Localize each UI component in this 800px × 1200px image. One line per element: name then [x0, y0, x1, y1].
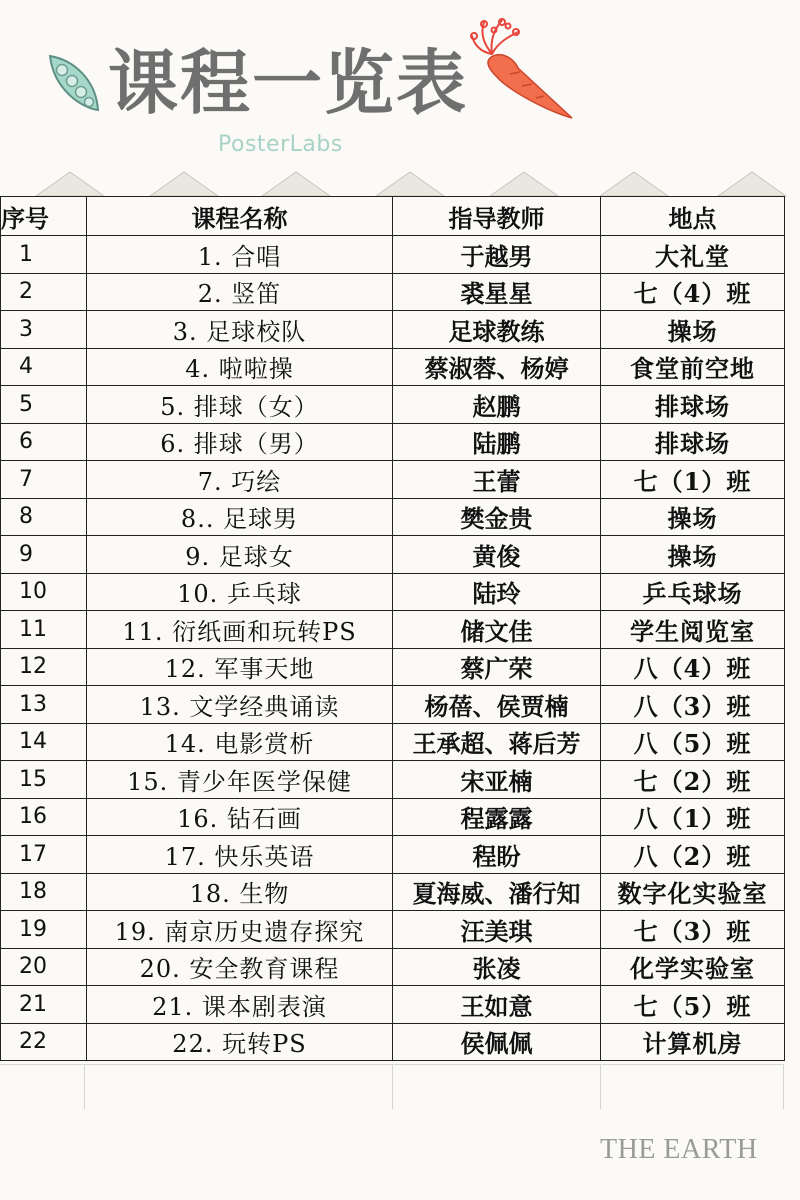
table-row [1, 236, 785, 274]
course-name: 9. 足球女 [87, 536, 393, 574]
teacher-name: 夏海威、潘行知 [393, 873, 601, 911]
course-name: 12. 军事天地 [87, 648, 393, 686]
row-index: 21 [1, 986, 87, 1024]
row-index: 2 [1, 273, 87, 311]
row-index: 11 [1, 611, 87, 649]
course-name: 11. 衍纸画和玩转PS [87, 611, 393, 649]
table-row [1, 986, 785, 1024]
table-row [1, 423, 785, 461]
column-header-teacher: 指导教师 [393, 197, 601, 236]
location: 七（3）班 [601, 911, 785, 949]
location: 七（1）班 [601, 461, 785, 499]
row-index: 12 [1, 648, 87, 686]
row-index: 1 [1, 236, 87, 274]
location: 排球场 [601, 386, 785, 424]
table-row [1, 536, 785, 574]
table-row [1, 686, 785, 724]
teacher-name: 足球教练 [393, 311, 601, 349]
teacher-name: 蔡淑蓉、杨婷 [393, 348, 601, 386]
row-index: 7 [1, 461, 87, 499]
location: 乒乓球场 [601, 573, 785, 611]
table-row [1, 873, 785, 911]
course-name: 13. 文学经典诵读 [87, 686, 393, 724]
table-row [1, 836, 785, 874]
course-name: 16. 钻石画 [87, 798, 393, 836]
brand-footer: THE EARTH [600, 1134, 758, 1165]
table-row [1, 311, 785, 349]
course-name: 7. 巧绘 [87, 461, 393, 499]
location: 八（1）班 [601, 798, 785, 836]
course-name: 6. 排球（男） [87, 423, 393, 461]
table-row [1, 948, 785, 986]
row-index: 3 [1, 311, 87, 349]
row-index: 13 [1, 686, 87, 724]
course-name: 4. 啦啦操 [87, 348, 393, 386]
table-row [1, 761, 785, 799]
teacher-name: 侯佩佩 [393, 1023, 601, 1061]
row-index: 14 [1, 723, 87, 761]
teacher-name: 王如意 [393, 986, 601, 1024]
teacher-name: 储文佳 [393, 611, 601, 649]
course-name: 19. 南京历史遗存探究 [87, 911, 393, 949]
teacher-name: 程盼 [393, 836, 601, 874]
row-index: 5 [1, 386, 87, 424]
location: 操场 [601, 498, 785, 536]
teacher-name: 杨蓓、侯贾楠 [393, 686, 601, 724]
location: 七（2）班 [601, 761, 785, 799]
table-row [1, 273, 785, 311]
course-name: 20. 安全教育课程 [87, 948, 393, 986]
course-name: 17. 快乐英语 [87, 836, 393, 874]
location: 学生阅览室 [601, 611, 785, 649]
teacher-name: 陆玲 [393, 573, 601, 611]
location: 操场 [601, 536, 785, 574]
teacher-name: 汪美琪 [393, 911, 601, 949]
teacher-name: 程露露 [393, 798, 601, 836]
row-index: 6 [1, 423, 87, 461]
location: 八（4）班 [601, 648, 785, 686]
sawtooth-edge [0, 168, 800, 198]
table-row [1, 573, 785, 611]
table-row [1, 386, 785, 424]
course-name: 3. 足球校队 [87, 311, 393, 349]
row-index: 10 [1, 573, 87, 611]
poster-header [0, 0, 800, 200]
row-index: 9 [1, 536, 87, 574]
location: 八（2）班 [601, 836, 785, 874]
table-row [1, 648, 785, 686]
course-name: 18. 生物 [87, 873, 393, 911]
row-index: 18 [1, 873, 87, 911]
row-index: 15 [1, 761, 87, 799]
course-name: 8.. 足球男 [87, 498, 393, 536]
location: 化学实验室 [601, 948, 785, 986]
column-header-index: 序号 [1, 197, 87, 236]
course-name: 14. 电影赏析 [87, 723, 393, 761]
location: 七（5）班 [601, 986, 785, 1024]
column-header-course: 课程名称 [87, 197, 393, 236]
row-index: 20 [1, 948, 87, 986]
teacher-name: 于越男 [393, 236, 601, 274]
location: 七（4）班 [601, 273, 785, 311]
teacher-name: 樊金贵 [393, 498, 601, 536]
table-row [1, 798, 785, 836]
teacher-name: 陆鹏 [393, 423, 601, 461]
teacher-name: 王蕾 [393, 461, 601, 499]
grid-line [392, 1065, 393, 1109]
carrot-icon [470, 14, 580, 124]
table-row [1, 498, 785, 536]
page-title: 课程一览表 [108, 42, 468, 124]
column-header-location: 地点 [601, 197, 785, 236]
teacher-name: 宋亚楠 [393, 761, 601, 799]
table-row [1, 1023, 785, 1061]
row-index: 8 [1, 498, 87, 536]
row-index: 17 [1, 836, 87, 874]
teacher-name: 王承超、蒋后芳 [393, 723, 601, 761]
course-name: 2. 竖笛 [87, 273, 393, 311]
location: 食堂前空地 [601, 348, 785, 386]
course-name: 15. 青少年医学保健 [87, 761, 393, 799]
page-subtitle: PosterLabs [218, 132, 343, 157]
location: 大礼堂 [601, 236, 785, 274]
location: 计算机房 [601, 1023, 785, 1061]
course-name: 10. 乒乓球 [87, 573, 393, 611]
row-index: 16 [1, 798, 87, 836]
course-name: 22. 玩转PS [87, 1023, 393, 1061]
course-name: 5. 排球（女） [87, 386, 393, 424]
location: 八（5）班 [601, 723, 785, 761]
location: 数字化实验室 [601, 873, 785, 911]
table-row [1, 911, 785, 949]
row-index: 4 [1, 348, 87, 386]
course-table-wrapper [0, 196, 800, 1061]
grid-line [783, 1065, 784, 1109]
teacher-name: 张凌 [393, 948, 601, 986]
table-row [1, 348, 785, 386]
teacher-name: 裘星星 [393, 273, 601, 311]
course-table [0, 196, 785, 1061]
teacher-name: 赵鹏 [393, 386, 601, 424]
course-name: 21. 课本剧表演 [87, 986, 393, 1024]
table-row [1, 723, 785, 761]
table-row [1, 461, 785, 499]
location: 八（3）班 [601, 686, 785, 724]
table-row [1, 611, 785, 649]
teacher-name: 黄俊 [393, 536, 601, 574]
location: 排球场 [601, 423, 785, 461]
pea-pod-icon [44, 50, 104, 116]
grid-line [84, 1065, 85, 1109]
empty-grid-area [0, 1064, 784, 1109]
location: 操场 [601, 311, 785, 349]
teacher-name: 蔡广荣 [393, 648, 601, 686]
course-name: 1. 合唱 [87, 236, 393, 274]
row-index: 22 [1, 1023, 87, 1061]
grid-line [600, 1065, 601, 1109]
table-header-row [1, 197, 785, 236]
row-index: 19 [1, 911, 87, 949]
